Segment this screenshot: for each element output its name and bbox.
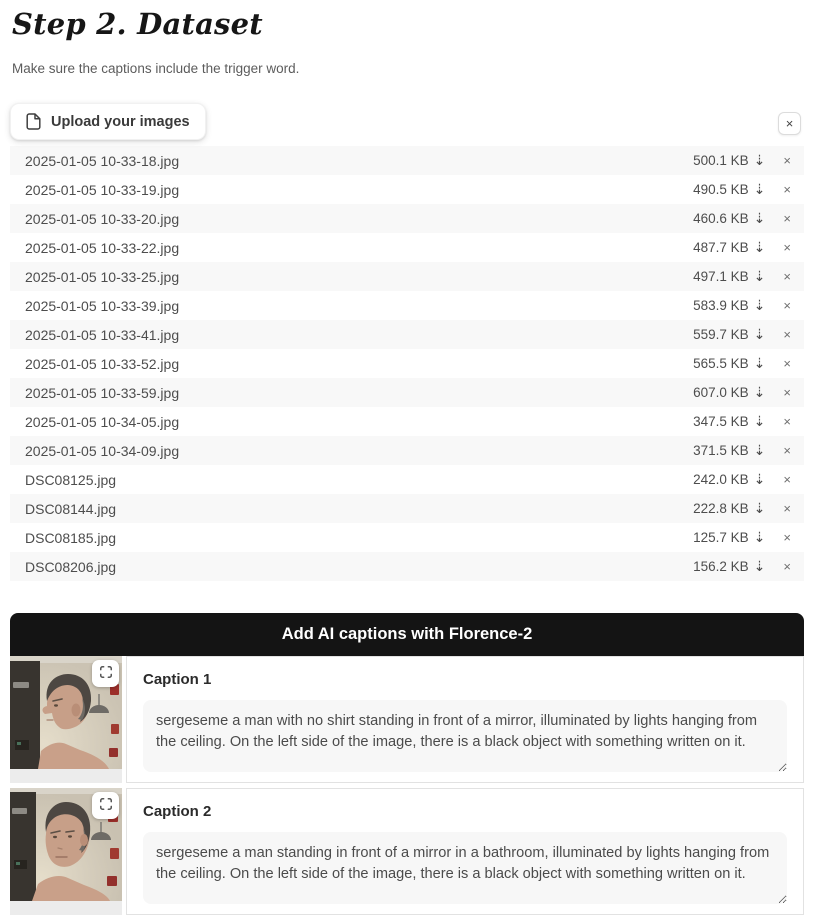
expand-icon bbox=[99, 797, 113, 814]
file-size: 371.5 KB bbox=[693, 443, 749, 458]
file-row bbox=[10, 436, 804, 465]
expand-image-button[interactable] bbox=[92, 792, 119, 819]
download-icon[interactable]: ⇣ bbox=[753, 500, 766, 516]
file-name: 2025-01-05 10-33-20.jpg bbox=[25, 210, 180, 227]
caption-textarea-2[interactable] bbox=[143, 832, 787, 904]
caption-row-2 bbox=[10, 788, 804, 915]
file-row bbox=[10, 204, 804, 233]
caption-row-1 bbox=[10, 656, 804, 783]
remove-file-button[interactable]: × bbox=[779, 182, 795, 197]
download-icon[interactable]: ⇣ bbox=[753, 384, 766, 400]
file-size: 222.8 KB bbox=[693, 501, 749, 516]
file-size: 156.2 KB bbox=[693, 559, 749, 574]
caption-label: Caption 2 bbox=[143, 803, 212, 820]
file-size: 490.5 KB bbox=[693, 182, 749, 197]
file-size: 500.1 KB bbox=[693, 153, 749, 168]
file-row bbox=[10, 233, 804, 262]
file-name: 2025-01-05 10-33-59.jpg bbox=[25, 384, 180, 401]
file-size: 460.6 KB bbox=[693, 211, 749, 226]
add-ai-captions-button[interactable]: Add AI captions with Florence-2 bbox=[10, 613, 804, 656]
file-row bbox=[10, 465, 804, 494]
file-name: 2025-01-05 10-33-39.jpg bbox=[25, 297, 180, 314]
file-size: 347.5 KB bbox=[693, 414, 749, 429]
file-size: 583.9 KB bbox=[693, 298, 749, 313]
file-row bbox=[10, 407, 804, 436]
thumbnail-cell bbox=[10, 656, 122, 783]
file-row bbox=[10, 349, 804, 378]
download-icon[interactable]: ⇣ bbox=[753, 442, 766, 458]
file-name: 2025-01-05 10-33-52.jpg bbox=[25, 355, 180, 372]
download-icon[interactable]: ⇣ bbox=[753, 471, 766, 487]
caption-textarea-1[interactable] bbox=[143, 700, 787, 772]
download-icon[interactable]: ⇣ bbox=[753, 210, 766, 226]
uploader-bar bbox=[10, 103, 804, 140]
remove-file-button[interactable]: × bbox=[779, 472, 795, 487]
file-row bbox=[10, 320, 804, 349]
file-row bbox=[10, 291, 804, 320]
file-name: DSC08125.jpg bbox=[25, 471, 117, 488]
page-title: Step 2. Dataset bbox=[12, 7, 263, 41]
upload-button-label: Upload your images bbox=[51, 113, 190, 130]
remove-file-button[interactable]: × bbox=[779, 385, 795, 400]
remove-file-button[interactable]: × bbox=[779, 356, 795, 371]
file-row bbox=[10, 523, 804, 552]
file-row bbox=[10, 262, 804, 291]
download-icon[interactable]: ⇣ bbox=[753, 239, 766, 255]
remove-file-button[interactable]: × bbox=[779, 327, 795, 342]
download-icon[interactable]: ⇣ bbox=[753, 152, 766, 168]
close-icon: × bbox=[785, 116, 794, 131]
file-size: 607.0 KB bbox=[693, 385, 749, 400]
caption-label: Caption 1 bbox=[143, 671, 212, 688]
file-name: DSC08185.jpg bbox=[25, 529, 117, 546]
expand-image-button[interactable] bbox=[92, 660, 119, 687]
remove-file-button[interactable]: × bbox=[779, 501, 795, 516]
file-name: 2025-01-05 10-33-25.jpg bbox=[25, 268, 180, 285]
file-name: 2025-01-05 10-34-09.jpg bbox=[25, 442, 180, 459]
file-size: 487.7 KB bbox=[693, 240, 749, 255]
remove-file-button[interactable]: × bbox=[779, 298, 795, 313]
download-icon[interactable]: ⇣ bbox=[753, 355, 766, 371]
expand-icon bbox=[99, 665, 113, 682]
file-row bbox=[10, 378, 804, 407]
upload-images-button[interactable] bbox=[10, 103, 206, 140]
remove-file-button[interactable]: × bbox=[779, 240, 795, 255]
download-icon[interactable]: ⇣ bbox=[753, 326, 766, 342]
remove-file-button[interactable]: × bbox=[779, 269, 795, 284]
remove-file-button[interactable]: × bbox=[779, 211, 795, 226]
file-row bbox=[10, 494, 804, 523]
file-name: 2025-01-05 10-33-19.jpg bbox=[25, 181, 180, 198]
file-size: 559.7 KB bbox=[693, 327, 749, 342]
file-size: 565.5 KB bbox=[693, 356, 749, 371]
clear-all-files-button[interactable] bbox=[778, 112, 801, 135]
remove-file-button[interactable]: × bbox=[779, 414, 795, 429]
file-icon bbox=[26, 113, 41, 130]
remove-file-button[interactable]: × bbox=[779, 443, 795, 458]
file-name: DSC08206.jpg bbox=[25, 558, 117, 575]
download-icon[interactable]: ⇣ bbox=[753, 181, 766, 197]
download-icon[interactable]: ⇣ bbox=[753, 268, 766, 284]
file-list bbox=[10, 146, 804, 581]
file-row bbox=[10, 146, 804, 175]
remove-file-button[interactable]: × bbox=[779, 559, 795, 574]
file-name: DSC08144.jpg bbox=[25, 500, 117, 517]
file-row bbox=[10, 175, 804, 204]
page-subtitle: Make sure the captions include the trigger word. bbox=[12, 61, 300, 76]
file-name: 2025-01-05 10-33-18.jpg bbox=[25, 152, 180, 169]
file-size: 242.0 KB bbox=[693, 472, 749, 487]
download-icon[interactable]: ⇣ bbox=[753, 529, 766, 545]
remove-file-button[interactable]: × bbox=[779, 153, 795, 168]
file-size: 497.1 KB bbox=[693, 269, 749, 284]
remove-file-button[interactable]: × bbox=[779, 530, 795, 545]
download-icon[interactable]: ⇣ bbox=[753, 413, 766, 429]
file-name: 2025-01-05 10-33-22.jpg bbox=[25, 239, 180, 256]
file-size: 125.7 KB bbox=[693, 530, 749, 545]
download-icon[interactable]: ⇣ bbox=[753, 558, 766, 574]
caption-card bbox=[126, 788, 804, 915]
download-icon[interactable]: ⇣ bbox=[753, 297, 766, 313]
file-name: 2025-01-05 10-34-05.jpg bbox=[25, 413, 180, 430]
caption-card bbox=[126, 656, 804, 783]
file-row bbox=[10, 552, 804, 581]
file-name: 2025-01-05 10-33-41.jpg bbox=[25, 326, 180, 343]
thumbnail-cell bbox=[10, 788, 122, 915]
